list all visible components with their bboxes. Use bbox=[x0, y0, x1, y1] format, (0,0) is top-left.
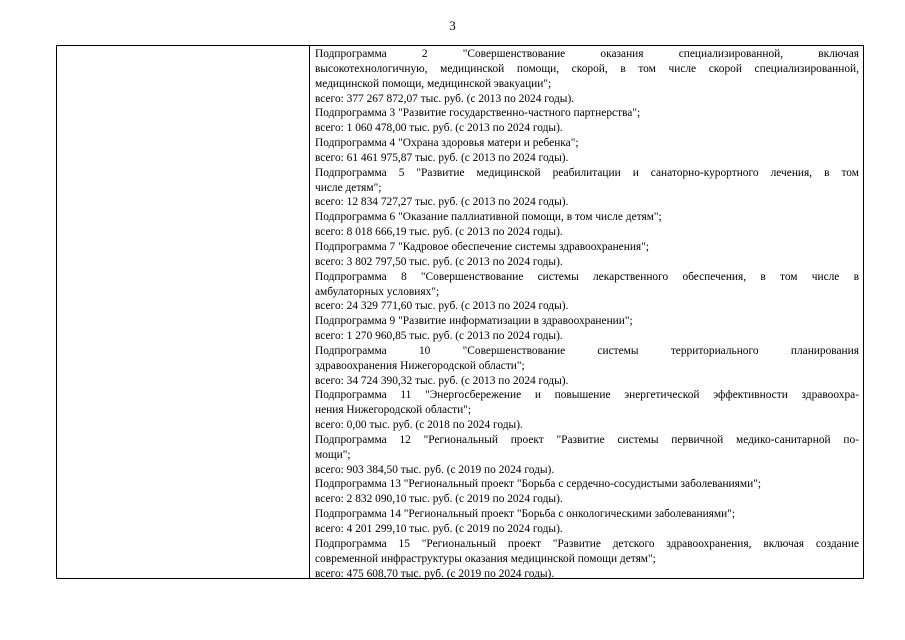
program-text-line: всего: 12 834 727,27 тыс. руб. (с 2013 по 2024 годы). bbox=[315, 196, 569, 209]
program-text-line: всего: 61 461 975,87 тыс. руб. (с 2013 по 2024 годы). bbox=[315, 151, 569, 164]
program-text-line: Подпрограмма 9 "Развитие информатизации в здравоохранении"; bbox=[315, 315, 633, 328]
program-text-line: всего: 24 329 771,60 тыс. руб. (с 2013 по 2024 годы). bbox=[315, 300, 569, 313]
program-text-line: всего: 34 724 390,32 тыс. руб. (с 2013 по 2024 годы). bbox=[315, 374, 569, 387]
program-text-line: здравоохранения Нижегородской области"; bbox=[315, 359, 525, 372]
program-text-line: Подпрограмма 5 "Развитие медицинской реабилитации и санаторно-курортного лечения, в том bbox=[315, 166, 859, 179]
program-text-line: всего: 0,00 тыс. руб. (с 2018 по 2024 годы). bbox=[315, 419, 523, 432]
program-text-line: медицинской помощи, медицинской эвакуации"; bbox=[315, 77, 552, 90]
program-text-line: всего: 1 270 960,85 тыс. руб. (с 2013 по 2024 годы). bbox=[315, 330, 563, 343]
program-text-line: всего: 8 018 666,19 тыс. руб. (с 2013 по 2024 годы). bbox=[315, 226, 563, 239]
program-text-line: всего: 903 384,50 тыс. руб. (с 2019 по 2024 годы). bbox=[315, 463, 555, 476]
program-text-line: высокотехнологичную, медицинской помощи, скорой, в том числе скорой специализированной, bbox=[315, 62, 859, 75]
program-text-line: всего: 4 201 299,10 тыс. руб. (с 2019 по 2024 годы). bbox=[315, 523, 563, 535]
program-text-line: Подпрограмма 2 "Совершенствование оказания специализированной, включая bbox=[315, 48, 859, 60]
program-text-line: Подпрограмма 11 "Энергосбережение и повышение энергетической эффективности здравоохра- bbox=[315, 389, 859, 402]
program-text-line: нения Нижегородской области"; bbox=[315, 404, 472, 417]
program-text-line: мощи"; bbox=[315, 448, 351, 461]
program-text-line: Подпрограмма 8 "Совершенствование системы лекарственного обеспечения, в том числе в bbox=[315, 270, 859, 283]
program-text-line: Подпрограмма 7 "Кадровое обеспечение системы здравоохранения"; bbox=[315, 240, 649, 253]
program-text-line: амбулаторных условиях"; bbox=[315, 285, 440, 298]
program-text-line: Подпрограмма 12 "Региональный проект "Развитие системы первичной медико-санитарной по- bbox=[315, 433, 859, 446]
program-text-line: всего: 2 832 090,10 тыс. руб. (с 2019 по 2024 годы). bbox=[315, 493, 563, 506]
program-text-line: Подпрограмма 13 "Региональный проект "Борьба с сердечно-сосудистыми заболеваниями"; bbox=[315, 478, 762, 491]
table-left-cell bbox=[57, 46, 310, 578]
program-text-line: Подпрограмма 3 "Развитие государственно-частного партнерства"; bbox=[315, 107, 641, 120]
table-right-cell bbox=[311, 46, 863, 578]
program-text-line: Подпрограмма 4 "Охрана здоровья матери и ребенка"; bbox=[315, 137, 579, 150]
program-text-line: Подпрограмма 6 "Оказание паллиативной помощи, в том числе детям"; bbox=[315, 211, 662, 224]
program-text-line: современной инфраструктуры оказания медицинской помощи детям"; bbox=[315, 552, 656, 565]
program-text-line: всего: 475 608,70 тыс. руб. (с 2019 по 2024 годы). bbox=[315, 567, 555, 580]
program-text-line: всего: 3 802 797,50 тыс. руб. (с 2013 по 2024 годы). bbox=[315, 255, 563, 268]
program-text-line: числе детям"; bbox=[315, 181, 382, 194]
document-table bbox=[56, 45, 864, 579]
program-text-line: Подпрограмма 10 "Совершенствование системы территориального планирования bbox=[315, 344, 859, 357]
program-text-line: всего: 1 060 478,00 тыс. руб. (с 2013 по 2024 годы). bbox=[315, 122, 563, 135]
program-text-line: Подпрограмма 14 "Региональный проект "Борьба с онкологическими заболеваниями"; bbox=[315, 508, 736, 521]
program-text-line: Подпрограмма 15 "Региональный проект "Развитие детского здравоохранения, включая создание bbox=[315, 537, 859, 550]
page-number: 3 bbox=[449, 18, 456, 33]
program-text-line: всего: 377 267 872,07 тыс. руб. (с 2013 по 2024 годы). bbox=[315, 92, 575, 105]
